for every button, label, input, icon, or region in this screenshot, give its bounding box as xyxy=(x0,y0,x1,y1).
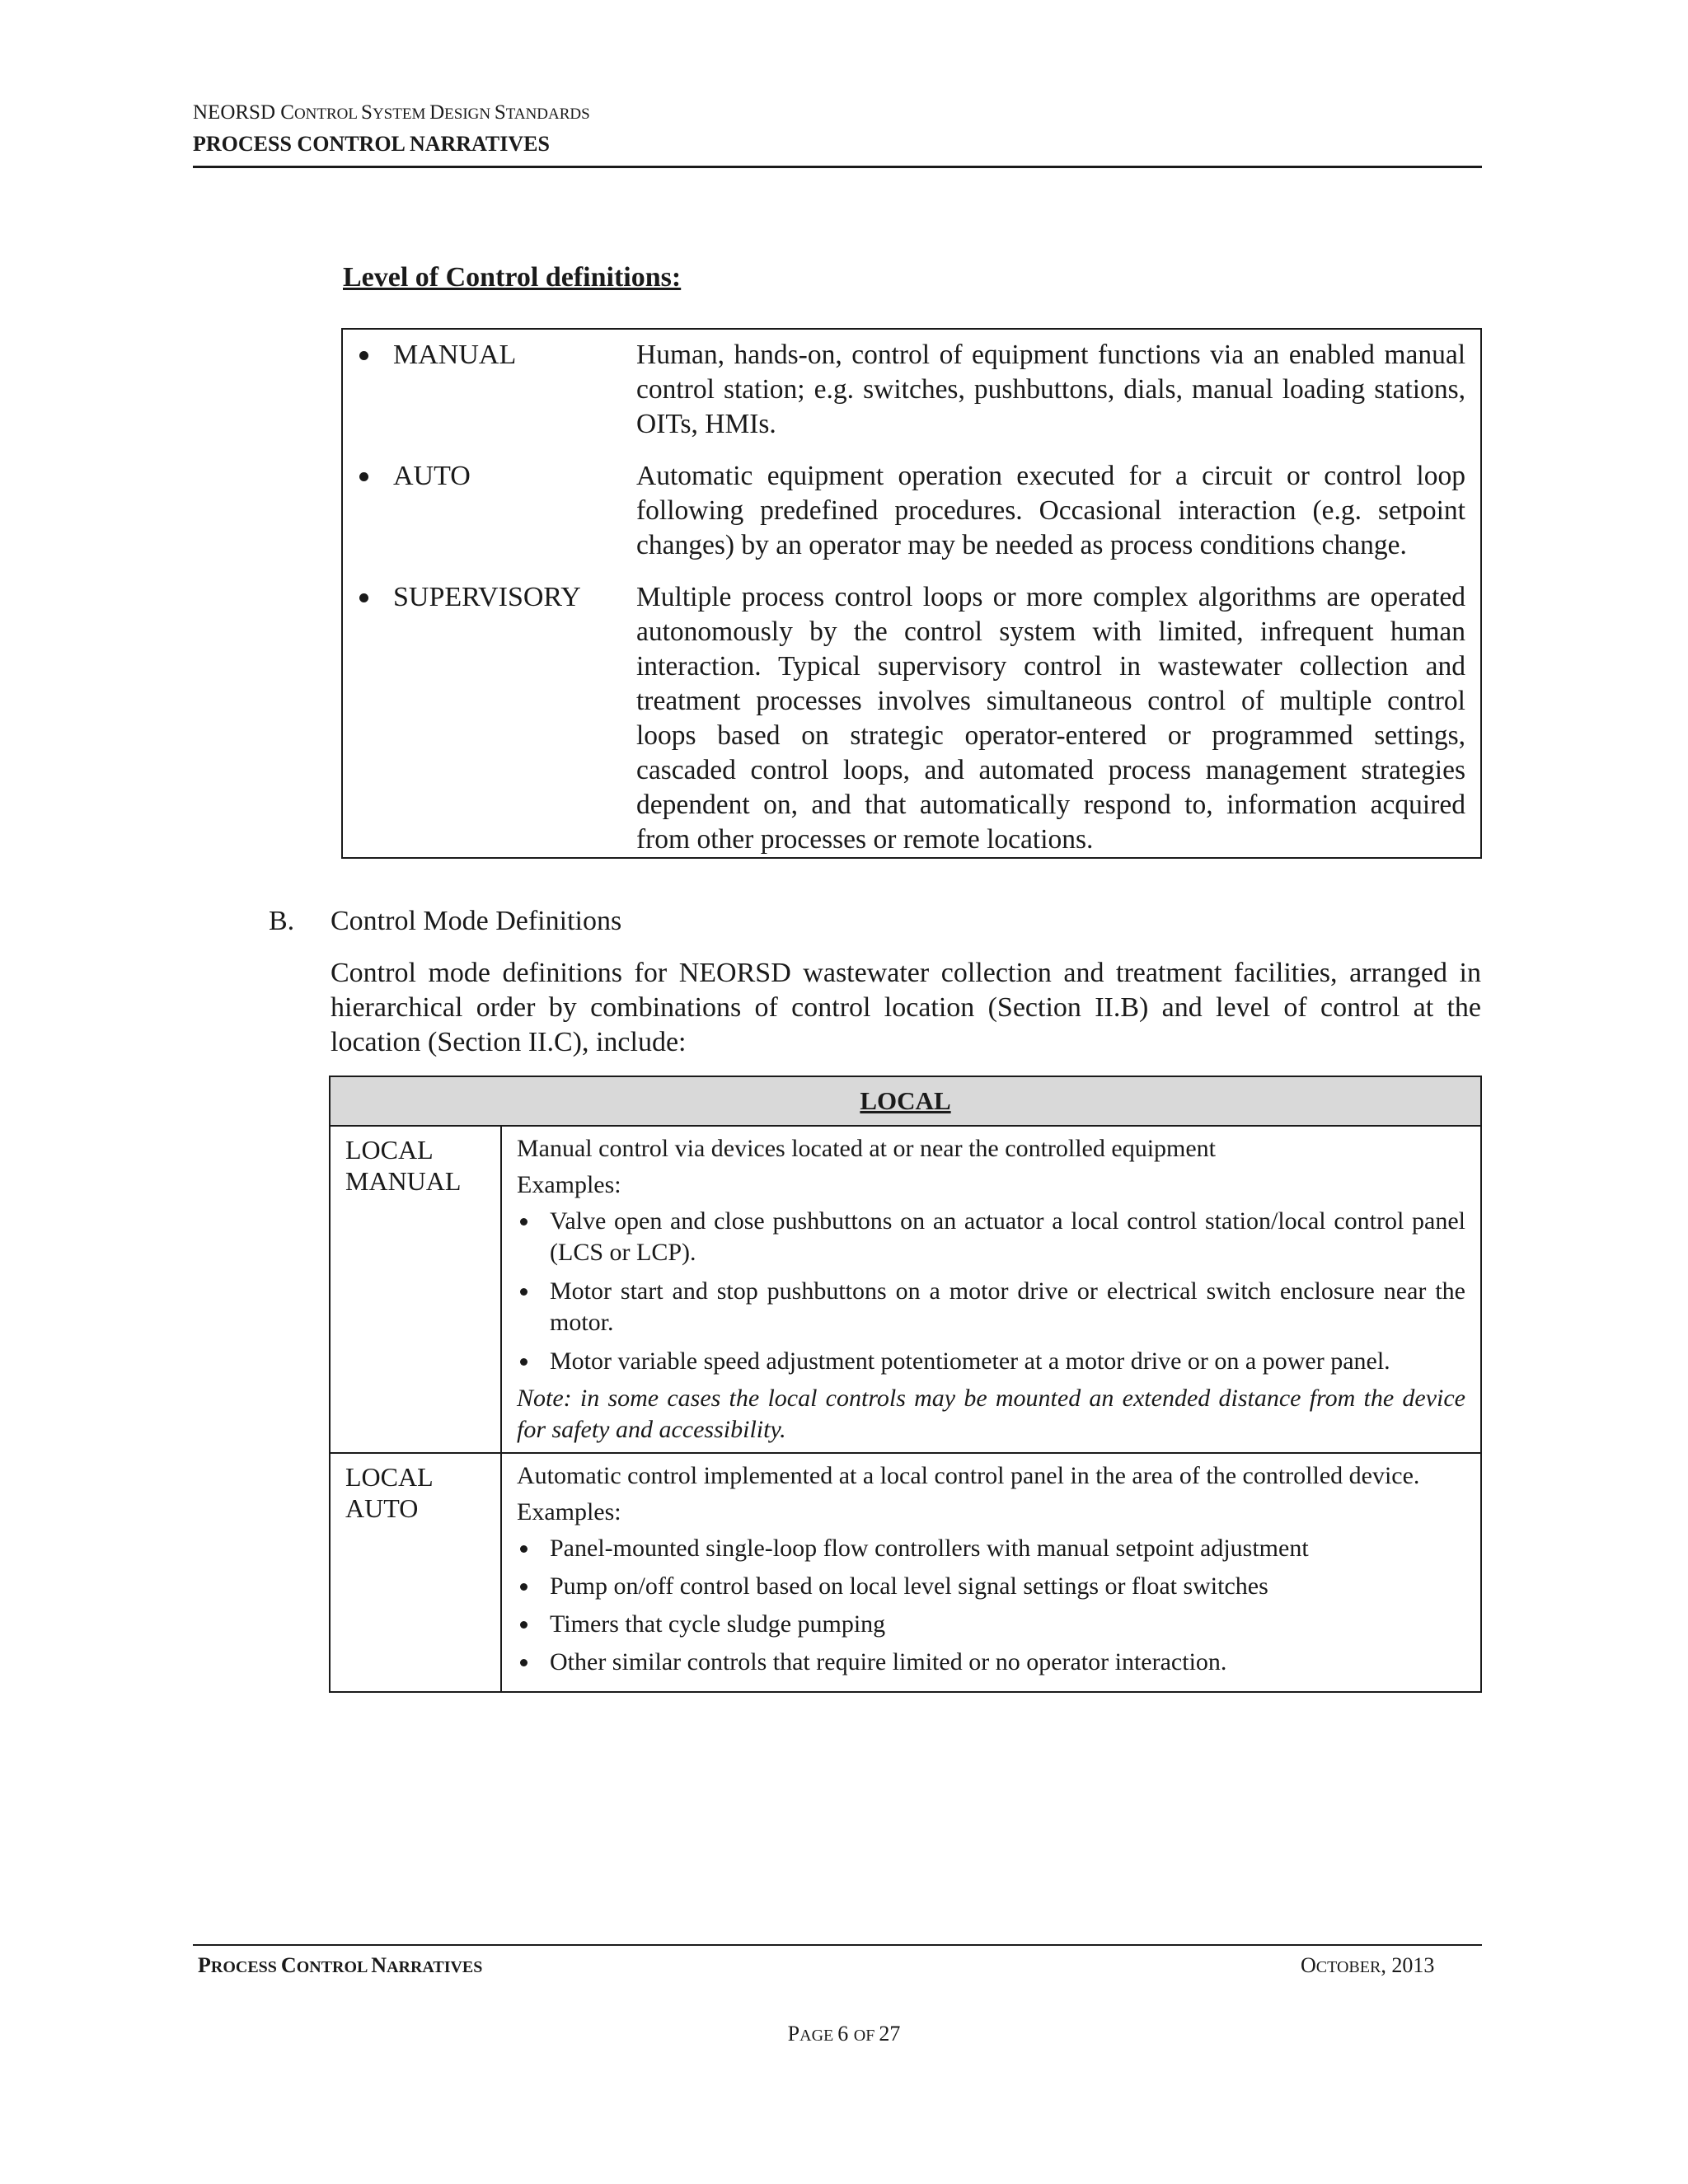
list-item: Other similar controls that require limited or no operator interaction. xyxy=(517,1647,1465,1678)
list-item: Motor start and stop pushbuttons on a motor drive or electrical switch enclosure near the motor. xyxy=(517,1276,1465,1338)
examples-label: Examples: xyxy=(517,1498,621,1526)
bullet-icon xyxy=(359,593,368,602)
list-item: Motor variable speed adjustment potentiometer at a motor drive or on a power panel. xyxy=(517,1346,1465,1377)
definition-term: MANUAL xyxy=(359,338,516,373)
bullet-icon xyxy=(359,472,368,481)
footer-document-title: PROCESS CONTROL NARRATIVES xyxy=(198,1953,483,1977)
definition-term: SUPERVISORY xyxy=(359,580,581,615)
definition-text: Human, hands-on, control of equipment functions via an enabled manual control station; e.g. switches, pushbuttons, dials, manual loading stations, OITs, HMIs. xyxy=(636,340,1465,439)
definition-text: Multiple process control loops or more complex algorithms are operated autonomously by the control system with limited, infrequent human interaction. Typical supervisory control in wastewater collection and treatment processes involves simultaneous control of multiple control loops based on strategic operator-entered or programmed settings, cascaded control loops, and automated process management strategies dependent on, and that automatically respond to, information acquired from other processes or remote locations. xyxy=(636,582,1465,855)
description-cell xyxy=(502,1454,1480,1691)
mode-cell: LOCAL MANUAL xyxy=(331,1127,502,1452)
definition-text: Automatic equipment operation executed for a circuit or control loop following predefined procedures. Occasional interaction (e.g. setpoint changes) by an operator may be needed as process conditions change. xyxy=(636,461,1465,560)
list-item: Pump on/off control based on local level signal settings or float switches xyxy=(517,1571,1465,1602)
list-item: Valve open and close pushbuttons on an actuator a local control station/local control panel (LCS or LCP). xyxy=(517,1206,1465,1268)
page-number: PAGE 6 OF 27 xyxy=(787,2022,901,2046)
section-b-title: Control Mode Definitions xyxy=(331,906,622,936)
description-cell xyxy=(502,1127,1480,1452)
footer-date: OCTOBER, 2013 xyxy=(1301,1953,1435,1977)
level-of-control-heading: Level of Control definitions: xyxy=(343,262,682,293)
level-of-control-box xyxy=(341,328,1482,859)
header-rule xyxy=(193,166,1482,168)
description-text: Manual control via devices located at or near the controlled equipment xyxy=(517,1135,1217,1162)
bullet-icon xyxy=(359,351,368,360)
examples-list xyxy=(517,1533,1465,1678)
section-b-label: B. xyxy=(269,906,295,936)
note-text: Note: in some cases the local controls may be mounted an extended distance from the device for safety and accessibility. xyxy=(517,1385,1465,1443)
table-row-local-manual xyxy=(331,1127,1480,1452)
document-series-title: NEORSD CONTROL SYSTEM DESIGN STANDARDS xyxy=(193,101,590,124)
table-header: LOCAL xyxy=(331,1077,1480,1127)
page-header xyxy=(193,99,1482,160)
examples-label: Examples: xyxy=(517,1171,621,1198)
definition-term: AUTO xyxy=(359,459,471,494)
table-row-local-auto xyxy=(331,1452,1480,1691)
local-control-mode-table xyxy=(329,1076,1482,1693)
mode-cell: LOCAL AUTO xyxy=(331,1454,502,1691)
document-title: PROCESS CONTROL NARRATIVES xyxy=(193,132,550,156)
examples-list xyxy=(517,1206,1465,1377)
list-item: Timers that cycle sludge pumping xyxy=(517,1609,1465,1640)
description-text: Automatic control implemented at a local control panel in the area of the controlled device. xyxy=(517,1462,1420,1489)
footer-rule xyxy=(193,1944,1482,1946)
section-b-body: Control mode definitions for NEORSD wastewater collection and treatment facilities, arranged in hierarchical order by combinations of control location (Section II.B) and level of control at the location (Section II.C), include: xyxy=(331,958,1481,1057)
list-item: Panel-mounted single-loop flow controllers with manual setpoint adjustment xyxy=(517,1533,1465,1564)
